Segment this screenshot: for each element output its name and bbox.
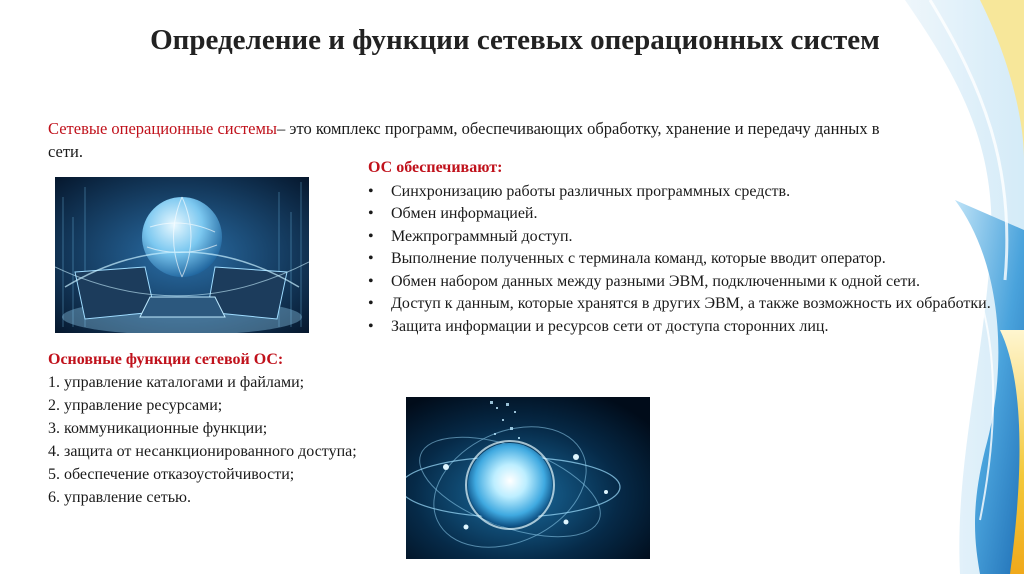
provides-item-text: Защита информации и ресурсов сети от доступа сторонних лиц. <box>391 317 829 335</box>
bullet-glyph: • <box>368 295 374 312</box>
intro-definition: – это комплекс программ, обеспечивающих обработку, хранение и передачу данных в сети. <box>48 119 880 161</box>
os-provides-block <box>368 157 1008 338</box>
provides-item <box>368 181 1008 204</box>
bullet-glyph: • <box>368 205 374 222</box>
intro-term: Сетевые операционные системы <box>48 119 278 138</box>
page-title: Определение и функции сетевых операционных систем <box>150 24 880 56</box>
bullet-glyph: • <box>368 317 374 335</box>
bullet-glyph: • <box>368 182 374 200</box>
main-functions-block <box>48 348 368 509</box>
function-item: 5. обеспечение отказоустойчивости; <box>48 466 295 483</box>
provides-item <box>368 226 1008 249</box>
provides-item <box>368 271 1008 294</box>
function-item: 2. управление ресурсами; <box>48 397 223 414</box>
provides-heading: ОС обеспечивают: <box>368 159 503 176</box>
function-item: 1. управление каталогами и файлами; <box>48 374 305 391</box>
provides-item <box>368 203 1008 226</box>
functions-heading: Основные функции сетевой ОС: <box>48 351 284 368</box>
digital-globe-image <box>406 397 650 559</box>
provides-item-text: Синхронизацию работы различных программных средств. <box>391 182 791 200</box>
function-item: 6. управление сетью. <box>48 489 191 506</box>
provides-item <box>368 248 1008 271</box>
provides-item <box>368 316 1008 339</box>
bullet-glyph: • <box>368 250 374 267</box>
bullet-glyph: • <box>368 227 374 245</box>
provides-item-text: Доступ к данным, которые хранятся в других ЭВМ, а также возможность их обработки. <box>391 295 991 312</box>
function-item: 4. защита от несанкционированного доступа; <box>48 443 357 460</box>
provides-item-text: Обмен набором данных между разными ЭВМ, подключенными к одной сети. <box>391 272 920 290</box>
provides-item-text: Межпрограммный доступ. <box>391 227 573 245</box>
provides-item-text: Выполнение полученных с терминала команд, которые вводит оператор. <box>391 250 886 267</box>
function-item: 3. коммуникационные функции; <box>48 420 268 437</box>
bullet-glyph: • <box>368 272 374 290</box>
provides-item <box>368 293 1008 316</box>
network-globe-image <box>55 177 309 333</box>
provides-item-text: Обмен информацией. <box>391 205 538 222</box>
